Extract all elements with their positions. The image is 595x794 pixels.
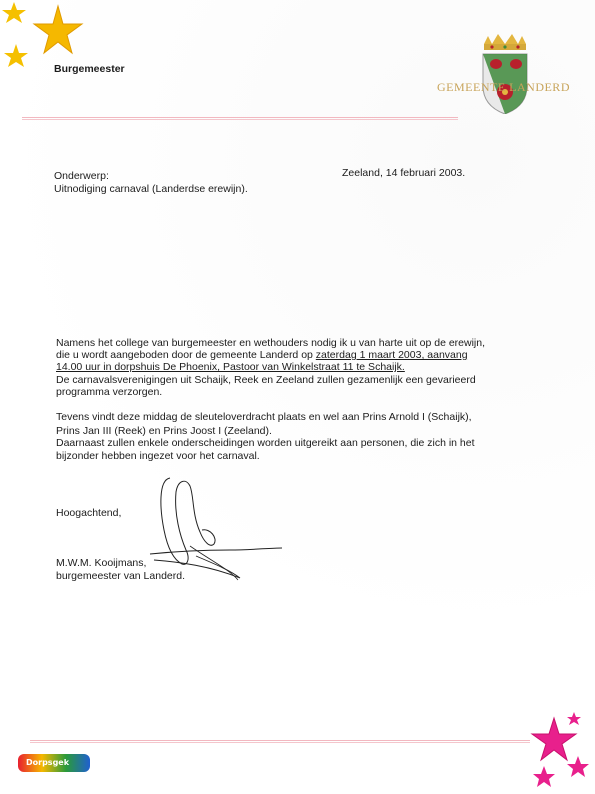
star-icon bbox=[533, 766, 555, 787]
crown-icon bbox=[484, 34, 526, 50]
closing: Hoogachtend, bbox=[56, 507, 122, 519]
star-icon bbox=[2, 2, 26, 23]
subject-text: Uitnodiging carnaval (Landerdse erewijn). bbox=[54, 183, 248, 195]
star-icon bbox=[567, 756, 589, 777]
paragraph1-text: die u wordt aangeboden door de gemeente Landerd op bbox=[56, 349, 316, 361]
event-location: 14.00 uur in dorpshuis De Phoenix, Pastoor van Winkelstraat 11 te Schaijk. bbox=[56, 361, 405, 373]
signer-name: M.W.M. Kooijmans, bbox=[56, 557, 147, 569]
star-icon bbox=[567, 712, 581, 725]
paragraph1-line: De carnavalsverenigingen uit Schaijk, Reek en Zeeland zullen gezamenlijk een gevarieerd bbox=[56, 374, 476, 386]
paragraph2-line: Daarnaast zullen enkele onderscheidingen worden uitgereikt aan personen, die zich in het bbox=[56, 437, 475, 449]
crest-text: GEMEENTE LANDERD bbox=[437, 80, 570, 94]
footer-logo bbox=[18, 754, 90, 772]
paragraph1-line: Namens het college van burgemeester en wethouders nodig ik u van harte uit op de erewijn, bbox=[56, 337, 486, 349]
footer-divider bbox=[30, 740, 530, 743]
sender-label: Burgemeester bbox=[54, 63, 125, 75]
footer-logo-text: Dorpsgek bbox=[26, 758, 70, 767]
municipal-crest bbox=[478, 34, 534, 114]
signer-title: burgemeester van Landerd. bbox=[56, 570, 185, 582]
event-date: zaterdag 1 maart 2003, aanvang bbox=[315, 349, 468, 361]
decorative-stars-bottom-right bbox=[520, 712, 595, 794]
subject-label: Onderwerp: bbox=[54, 170, 109, 182]
place-date: Zeeland, 14 februari 2003. bbox=[342, 167, 466, 179]
paragraph1-line: programma verzorgen. bbox=[56, 386, 163, 398]
star-icon bbox=[34, 6, 82, 53]
paragraph2-line: Tevens vindt deze middag de sleuteloverdracht plaats en wel aan Prins Arnold I (Schaijk), bbox=[56, 411, 472, 423]
paragraph2-line: bijzonder hebben ingezet voor het carnaval. bbox=[56, 450, 260, 462]
header-divider bbox=[22, 117, 458, 120]
paragraph2-line: Prins Jan III (Reek) en Prins Joost I (Zeeland). bbox=[56, 425, 272, 437]
star-icon bbox=[4, 44, 28, 67]
